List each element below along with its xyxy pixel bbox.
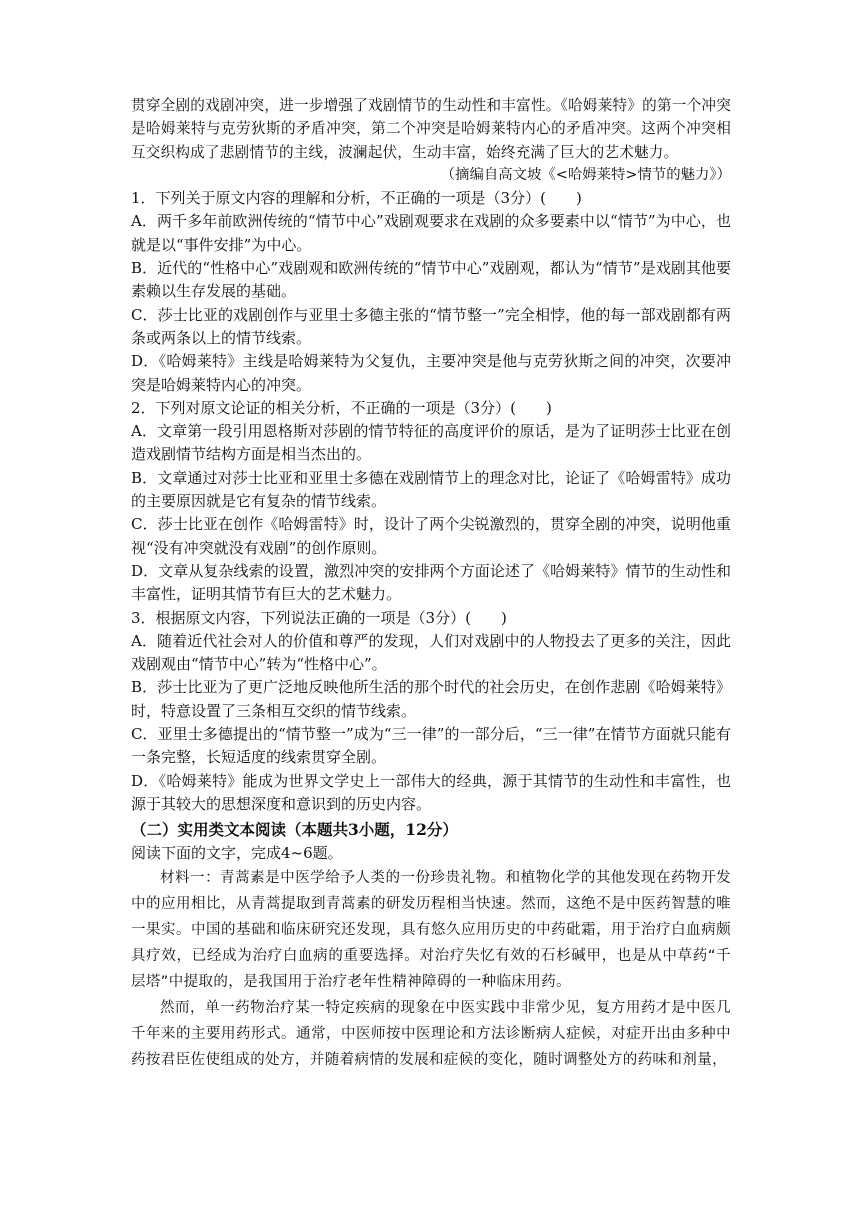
material-paragraph: 材料一：青蒿素是中医学给予人类的一份珍贵礼物。和植物化学的其他发现在药物开发中的应用相比，从青蒿提取到青蒿素的研发历程相当快速。然而，这绝不是中医药智慧的唯一果实。中国的基础和临床研究还发现，具有悠久应用历史的中药砒霜，用于治疗白血病颇具疗效，已经成为治疗白血病的重要选择。对治疗失忆有效的石杉碱甲，也是从中草药“千层塔”中提取的，是我国用于治疗老年性精神障碍的一种临床用药。 bbox=[131, 869, 731, 990]
material-paragraph: 然而，单一药物治疗某一特定疾病的现象在中医实践中非常少见，复方用药才是中医几千年来的主要用药形式。通常，中医师按中医理论和方法诊断病人症候，对症开出由多种中药按君臣佐使组成的处方，并随着病情的发展和症候的变化，随时调整处方的药味和剂量， bbox=[131, 999, 731, 1068]
option-c: C．莎士比亚的戏剧创作与亚里士多德主张的“情节整一”完全相悖，他的每一部戏剧都有两条或两条以上的情节线索。 bbox=[131, 305, 731, 347]
question-stem: 2．下列对原文论证的相关分析，不正确的一项是（3分）( ) bbox=[131, 398, 552, 417]
question-stem: 1．下列关于原文内容的理解和分析，不正确的一项是（3分）( ) bbox=[131, 189, 582, 208]
question-1 bbox=[131, 187, 731, 397]
option-b: B．莎士比亚为了更广泛地反映他所生活的那个时代的社会历史，在创作悲剧《哈姆莱特》时，特意设置了三条相互交织的情节线索。 bbox=[131, 678, 731, 720]
question-stem: 3．根据原文内容，下列说法正确的一项是（3分）( ) bbox=[131, 608, 507, 627]
option-b: B．近代的“性格中心”戏剧观和欧洲传统的“情节中心”戏剧观，都认为“情节”是戏剧其他要素赖以生存发展的基础。 bbox=[131, 259, 731, 301]
document-page bbox=[131, 94, 731, 1073]
option-b: B．文章通过对莎士比亚和亚里士多德在戏剧情节上的理念对比，论证了《哈姆雷特》成功的主要原因就是它有复杂的情节线索。 bbox=[131, 468, 731, 511]
option-c: C．莎士比亚在创作《哈姆雷特》时，设计了两个尖锐激烈的，贯穿全剧的冲突，说明他重视“没有冲突就没有戏剧”的创作原则。 bbox=[131, 515, 731, 557]
option-c: C．亚里士多德提出的“情节整一”成为“三一律”的一部分后，“三一律”在情节方面就只能有一条完整，长短适度的线索贯穿全剧。 bbox=[131, 725, 731, 767]
option-d: D．《哈姆莱特》主线是哈姆莱特为父复仇，主要冲突是他与克劳狄斯之间的冲突，次要冲突是哈姆莱特内心的冲突。 bbox=[131, 352, 731, 394]
option-a: A．两千多年前欧洲传统的“情节中心”戏剧观要求在戏剧的众多要素中以“情节”为中心，也就是以“事件安排”为中心。 bbox=[131, 212, 731, 254]
passage-paragraph: 贯穿全剧的戏剧冲突，进一步增强了戏剧情节的生动性和丰富性。《哈姆莱特》的第一个冲突是哈姆莱特与克劳狄斯的矛盾冲突，第二个冲突是哈姆莱特内心的矛盾冲突。这两个冲突相互交织构成了悲剧情节的主线，波澜起伏，生动丰富，始终充满了巨大的艺术魅力。 bbox=[131, 97, 731, 161]
question-2 bbox=[131, 397, 731, 607]
section-heading: （二）实用类文本阅读（本题共3小题，12分） bbox=[131, 820, 458, 840]
option-a: A．文章第一段引用恩格斯对莎剧的情节特征的高度评价的原话，是为了证明莎士比亚在创造戏剧情节结构方面是相当杰出的。 bbox=[131, 422, 731, 464]
reading-instruction: 阅读下面的文字，完成4~6题。 bbox=[131, 843, 343, 862]
passage-source: （摘编自高文坡《<哈姆莱特>情节的魅力》） bbox=[440, 166, 731, 183]
option-a: A．随着近代社会对人的价值和尊严的发现，人们对戏剧中的人物投去了更多的关注，因此戏剧观由“情节中心”转为“性格中心”。 bbox=[131, 631, 731, 674]
question-3 bbox=[131, 607, 731, 817]
option-d: D．《哈姆莱特》能成为世界文学史上一部伟大的经典，源于其情节的生动性和丰富性，也源于其较大的思想深度和意识到的历史内容。 bbox=[131, 771, 731, 813]
option-d: D．文章从复杂线索的设置，激烈冲突的安排两个方面论述了《哈姆莱特》情节的生动性和丰富性，证明其情节有巨大的艺术魅力。 bbox=[131, 561, 731, 604]
